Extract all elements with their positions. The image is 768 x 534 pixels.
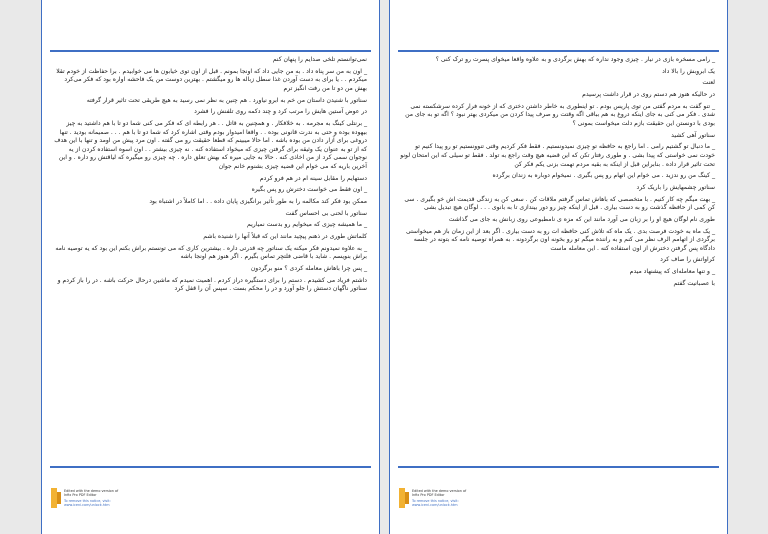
paragraph: _ پس چرا باهاش معامله کردی ؟ منو برگردون (250, 265, 367, 272)
paragraph: در حالیکه هنوز هم دستم روی در قرار داشت پرسیدم (582, 91, 715, 99)
paragraph: _ اون به من سر پناه داد . به من جایی داد که اونجا بمونم . قبل از اون توی خیابون ها می خوابیدم . برا حفاظت از خودم تقلا میکردم . . یا برای به دست آوردن غذا سطل زباله ها رو میگشتم . بهترین دوست من یک فاحشه اواره بود که فکر می‌کرد بهش من دو تا من رفت انگیز ترم (56, 67, 367, 92)
watermark-line: Edited with the demo version of (412, 489, 467, 493)
document-page-right (389, 0, 728, 534)
watermark-line: Edited with the demo version of (64, 489, 119, 493)
watermark-line: To remove this notice, visit: (64, 498, 111, 503)
paragraph: کراواتش را صاف کرد (660, 256, 715, 264)
watermark-remove-notice (64, 499, 118, 508)
page-bottom-rule (398, 466, 719, 468)
paragraph: سناتور چشمهایش را باریک کرد (636, 183, 715, 191)
watermark-line: Infix Pro PDF Editor (64, 493, 97, 498)
page-text-body (400, 56, 715, 291)
watermark-link[interactable]: www.iceni.com/unlock.htm (412, 503, 458, 508)
paragraph: طوری نام لوگان هیچ او را بر زبان می آورد مانند این که مزه ی نامطبوعی روی زبانش به جای می گذاشت (448, 215, 715, 223)
paragraph: _ ما دنبال تو گشتیم رامی . اما راجع به حافظه تو چیزی نمیدونستیم . فقط فکر کردیم وقتی تنوونستیم تو رو پیدا کنیم تو خودت نمی خواستی که پیدا بشی . و طوری رفتار تکن که این قضیه هیچ وقت راجع به تولد . فقط تو سیلی که این امتحان لونو تحت تاثیر قرار داده . بنابراین قبل از اینکه به بقیه مردم تهمت بزنی یکم فکر کن (400, 143, 715, 168)
paragraph: با عصبانیت گفتم (673, 279, 715, 287)
paragraph: _ یک ماه به خودت فرصت بدی . یک ماه که تلاش کنی حافظه ات رو به دست بیاری . اگر بعد از این زمان باز هم میخواستی برگردی از اتهامم الرف نظر می کنم و به راننده میگم تو رو بخونه اون برگردونه . به همراه توصیه نامه که بتونه در جلسه دادگاه پس گرفتن دخترش از اون استفاده کنه . این معامله ماست (406, 227, 715, 252)
paragraph: _ تنو گفت به مردم گفتی من توی پاریس بودم . تو اینطوری به خاطر داشتن دختری که از خونه فرار کرده سرشکسته نمی شدی . فکر می کنی به جای اینکه دروغ به هم بباقی اگه وقتت رو صرف پیدا کردن من میکردی بهتر نبود ؟ اگه تو به جای من بودی با دونستن این حقیقت بازم دلت میخواست بمونی ؟ (405, 102, 715, 127)
watermark-line: To remove this notice, visit: (412, 498, 459, 503)
paragraph: سناتور آهی کشید (671, 131, 715, 139)
paragraph: _ و تنها معامله‌ای که پیشنهاد میدم (629, 268, 715, 276)
page-text-body (52, 56, 367, 297)
watermark-link[interactable]: www.iceni.com/unlock.htm (64, 503, 110, 508)
watermark-remove-notice (412, 499, 466, 508)
paragraph: کلماتش طوری در ذهنم پیچید مانند این که قبلاً آنها را شنیده باشم (203, 233, 367, 241)
page-top-rule (398, 50, 719, 52)
paragraph: ممکن بود فکر کند مکالمه را به طور تأثیر برانگیزی پایان داده . . اما کاملاً در اشتباه بود (149, 197, 367, 205)
paragraph: _ ما همیشه چیزی که میخوایم رو بدست نمیاریم (247, 221, 367, 229)
paragraph: نمی‌توانستم تلخی صدایم را پنهان کنم (272, 56, 367, 63)
document-page-left (41, 0, 380, 534)
infix-logo-icon (399, 488, 409, 508)
paragraph: سناتور با لحنی بی احساس گفت (285, 209, 367, 217)
watermark-text (412, 489, 466, 508)
paragraph: _ کینگ من رو ندزید . می خوام این اتهام رو پس بگیری . نمیخوام دوباره به زندان برگرده (492, 172, 715, 180)
paragraph: دستهایم را مقابل سینه ام در هم فرو کردم (259, 174, 367, 182)
page-top-rule (50, 50, 371, 52)
paragraph: یک ابروبش را بالا داد (662, 67, 715, 75)
paragraph: _ رامی مسخره بازی در نیار . چیزی وجود نداره که بهش برگردی و به علاوه واقعا میخوای پسرت رو ترک کنی ؟ (435, 56, 715, 63)
paragraph: _ به علاوه نمیدونم فکر میکنه یک سناتور چه قدرتی داره . بیشترین کاری که می تونستم براش بکنم این بود که یه توصیه نامه براش بنویسم . شاید با قاضی فلتچر تماس بگیرم . اگر هنوز هم اونجا باشه (55, 244, 367, 261)
paragraph: _ برنتلی کینگ به مجرمه . به خلافکار . و همچنین به قاتل . . هر رابطه ای که فکر می کنی شما دو تا با هم داشتید به چیز بیهوده بوده و حتی به ندرت قانونی بوده . . واقعا امیدوار بودم وقتی اشاره کرد که شما دو تا با هم . . . صمیمانه بودید . تنها دروغی برای آزار دادن من بوده باشه . اما حالا میبینم که قطعا حقیقت رو می گفته . اون مرد پیش من اومد و تنها با این هدف که از تو به عنوان یک وثیقه برای گرفتن چیزی که میخواد استفاده کنه . نه چیزی بیشتر . . اون اسوه استفاده کردن از یه نوجوان سمی کرد از من اخاذی کنه . حالا به جایی میره که بهش تعلق داره . چه چیزی رو میگیره که لیاقتش رو داره . و این آخرین باریه که می خوام این قضیه چیزی بشنوم خانم جوان (54, 119, 367, 170)
paragraph: در عوض آستین هایش را مرتب کرد و چند دکمه روی تلفنش را فشرد (194, 108, 367, 116)
page-bottom-rule (50, 466, 371, 468)
paragraph: لعنت (702, 79, 715, 87)
watermark-line: Infix Pro PDF Editor (412, 493, 445, 498)
paragraph: داشتم فریاد می کشیدم . دستم را برای دستگیره دراز کردم . اهمیت نمیدم که ماشین درحال حرکت باشه . در را باز کردم و سناتور ناگهان دستش را جلو آورد و در را محکم بست . سپس آن را قفل کرد (57, 276, 367, 293)
paragraph: سناتور با شنیدن داستان من خم به ابرو نیاورد . هم چنین به نظر نمی رسید به هیچ طریقی تحت تاثیر قرار گرفته (86, 96, 367, 104)
paragraph: _ اون فقط می خواست دخترش رو پس بگیره (251, 186, 367, 194)
paragraph: _ بهت میگم چه کار کنیم . با متخصصی که باهاش تماس گرفتم ملاقات کن . سعی کن به زندگی قدیمت اش خو بگیری . سی کن کمی از حافظه گذشت رو به دست بیاری . قبل از اینکه چیز رو دور بیندازی تا به بانوی . . . لوگان هیچ تبدیل بشی (404, 195, 715, 212)
watermark-footer (390, 488, 728, 508)
infix-logo-icon (51, 488, 61, 508)
watermark-text (64, 489, 118, 508)
watermark-footer (42, 488, 380, 508)
